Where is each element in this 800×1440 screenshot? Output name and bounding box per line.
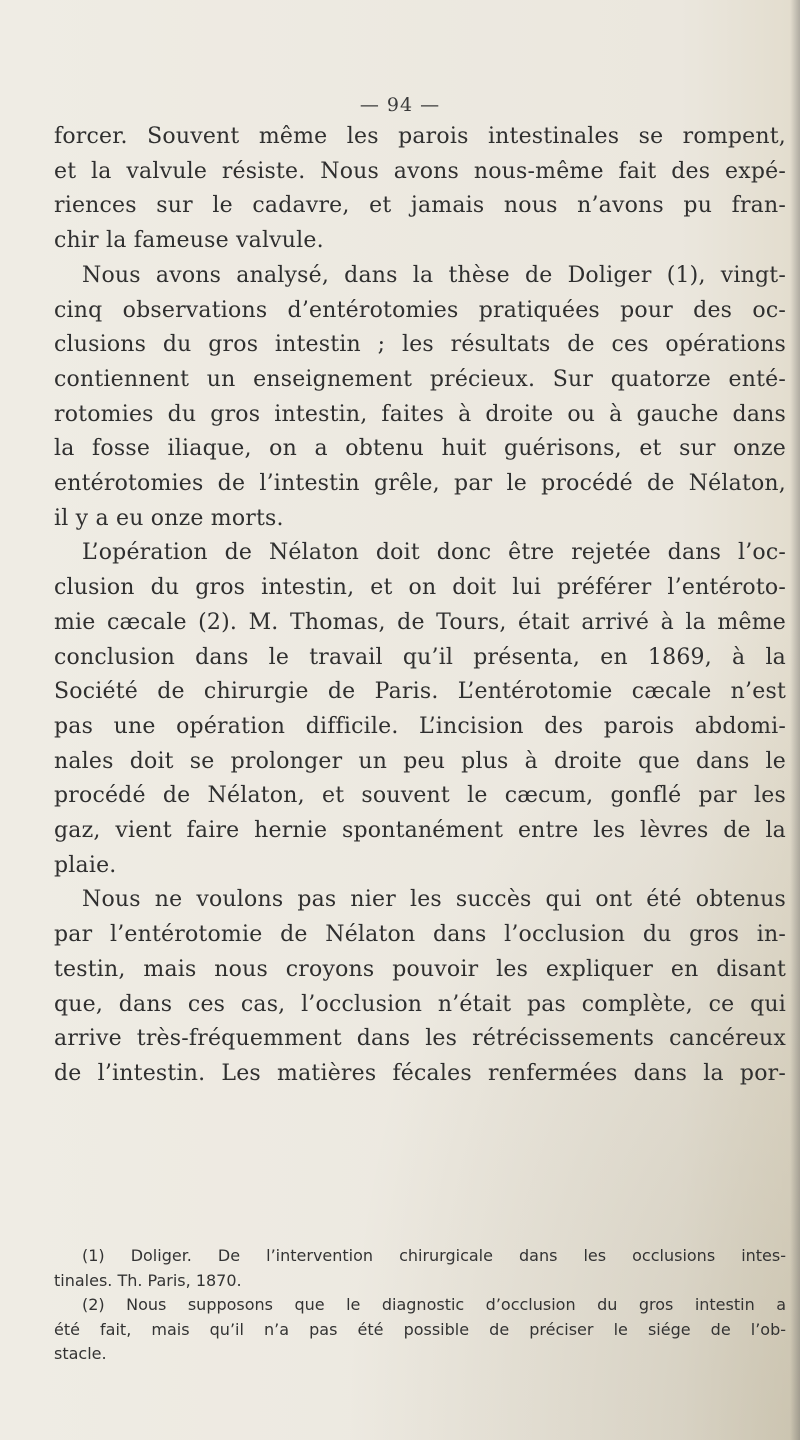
page-number: — 94 — [359, 94, 441, 116]
text-line: contiennent un enseignement précieux. Sur quatorze enté- [54, 366, 786, 392]
text-line: pas une opération difficile. L’incision des parois abdomi- [54, 713, 786, 739]
text-line: nales doit se prolonger un peu plus à droite que dans le [54, 748, 786, 774]
footnote-line: été fait, mais qu’il n’a pas été possible de préciser le siége de l’ob- [54, 1319, 786, 1339]
page-edge-shadow [790, 0, 800, 1440]
footnote-line: (2) Nous supposons que le diagnostic d’occlusion du gros intestin a [82, 1295, 786, 1314]
text-line: il y a eu onze morts. [54, 505, 284, 531]
text-line: Nous avons analysé, dans la thèse de Doliger (1), vingt- [82, 262, 786, 288]
footnote-line: (1) Doliger. De l’intervention chirurgicale dans les occlusions intes- [82, 1246, 786, 1265]
text-line: Société de chirurgie de Paris. L’entérotomie cæcale n’est [54, 679, 786, 705]
text-line: gaz, vient faire hernie spontanément entre les lèvres de la [54, 818, 786, 844]
text-line: Nous ne voulons pas nier les succès qui ont été obtenus [82, 887, 786, 913]
footnote-line: stacle. [54, 1344, 107, 1363]
text-line: la fosse iliaque, on a obtenu huit guérisons, et sur onze [54, 436, 786, 462]
text-line: testin, mais nous croyons pouvoir les expliquer en disant [54, 956, 786, 982]
text-line: forcer. Souvent même les parois intestinales se rompent, [54, 124, 786, 149]
text-line: clusion du gros intestin, et on doit lui préférer l’entéroto- [54, 575, 786, 601]
text-line: entérotomies de l’intestin grêle, par le procédé de Nélaton, [54, 471, 786, 497]
text-line: cinq observations d’entérotomies pratiquées pour des oc- [54, 297, 786, 323]
text-line: clusions du gros intestin ; les résultats de ces opérations [54, 332, 786, 358]
main-text [54, 120, 786, 1092]
text-line: conclusion dans le travail qu’il présenta, en 1869, à la [54, 644, 786, 670]
text-line: que, dans ces cas, l’occlusion n’était pas complète, ce qui [54, 991, 786, 1017]
text-line: riences sur le cadavre, et jamais nous n’avons pu fran- [54, 193, 786, 219]
text-line: chir la fameuse valvule. [54, 228, 324, 254]
text-line: et la valvule résiste. Nous avons nous-même fait des expé- [54, 158, 786, 184]
footnote-line: tinales. Th. Paris, 1870. [54, 1270, 242, 1290]
text-line: de l’intestin. Les matières fécales renfermées dans la por- [54, 1060, 786, 1086]
text-line: procédé de Nélaton, et souvent le cæcum, gonflé par les [54, 783, 786, 809]
text-line: plaie. [54, 852, 117, 878]
footnotes [54, 1244, 786, 1367]
text-line: par l’entérotomie de Nélaton dans l’occlusion du gros in- [54, 922, 786, 948]
text-line: mie cæcale (2). M. Thomas, de Tours, était arrivé à la même [54, 609, 786, 635]
text-line: arrive très-fréquemment dans les rétrécissements cancéreux [54, 1026, 786, 1052]
text-line: rotomies du gros intestin, faites à droite ou à gauche dans [54, 401, 786, 427]
text-line: L’opération de Nélaton doit donc être rejetée dans l’oc- [82, 540, 786, 566]
